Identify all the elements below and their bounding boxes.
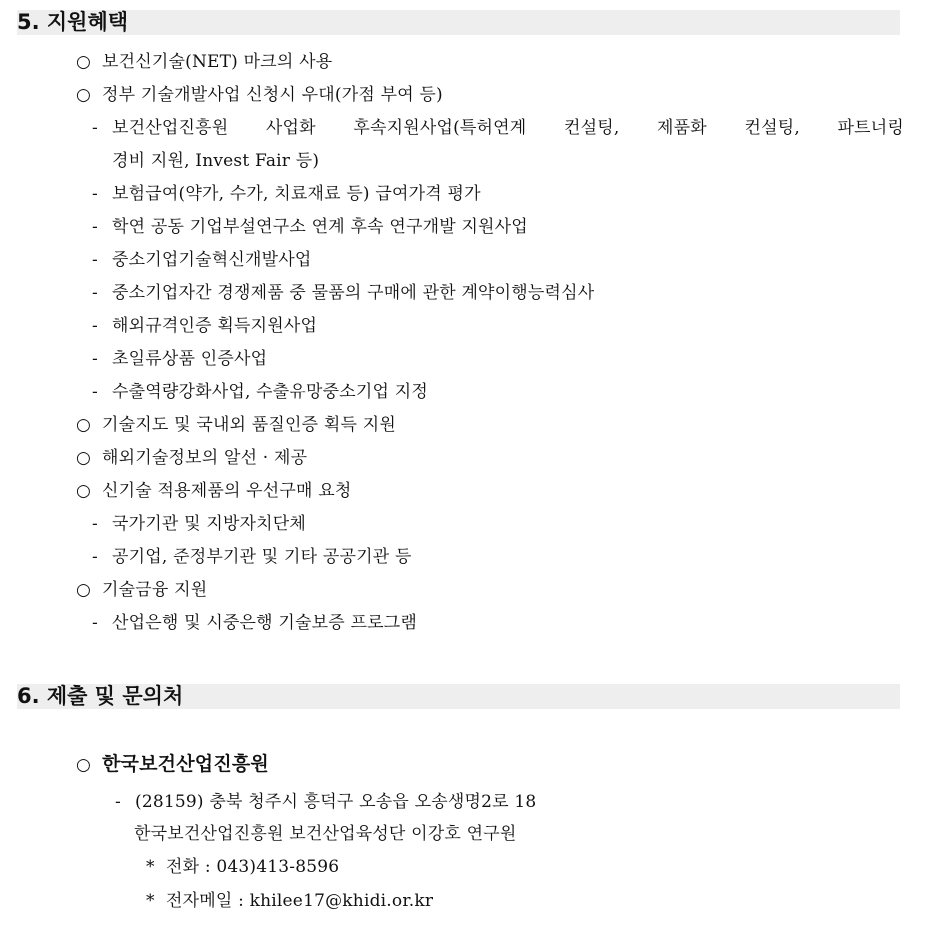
- organization-name: 한국보건산업진흥원: [102, 753, 269, 775]
- dash-bullet-icon: -: [92, 316, 98, 336]
- circle-bullet-icon: ○: [76, 580, 92, 600]
- dash-bullet-icon: -: [92, 283, 98, 303]
- list-item-text: 기술금융 지원: [102, 580, 208, 600]
- circle-bullet-icon: ○: [76, 52, 92, 72]
- list-item-text: 보건신기술(NET) 마크의 사용: [102, 52, 333, 72]
- list-item: [92, 249, 311, 271]
- email-line: [146, 890, 433, 912]
- dash-bullet-icon: -: [115, 792, 121, 812]
- asterisk-icon: *: [146, 891, 155, 911]
- list-item: [76, 447, 307, 469]
- list-item-text: 정부 기술개발사업 신청시 우대(가점 부여 등): [102, 85, 443, 105]
- dash-bullet-icon: -: [92, 514, 98, 534]
- dash-bullet-icon: -: [92, 184, 98, 204]
- dash-bullet-icon: -: [92, 217, 98, 237]
- list-item: [76, 480, 352, 502]
- list-item: [92, 117, 904, 139]
- list-item: [92, 381, 428, 403]
- organization: [76, 753, 269, 776]
- list-item: [92, 612, 417, 634]
- asterisk-icon: *: [146, 857, 155, 877]
- dash-bullet-icon: -: [92, 382, 98, 402]
- list-item: [76, 414, 396, 436]
- list-item-text: 신기술 적용제품의 우선구매 요청: [102, 481, 352, 501]
- list-item: [92, 282, 594, 304]
- dash-bullet-icon: -: [92, 613, 98, 633]
- list-item-text: 공기업, 준정부기관 및 기타 공공기관 등: [112, 547, 412, 567]
- list-item-text: 국가기관 및 지방자치단체: [112, 514, 307, 534]
- list-item-text: 중소기업기술혁신개발사업: [112, 250, 312, 270]
- list-item-text: 중소기업자간 경쟁제품 중 물품의 구매에 관한 계약이행능력심사: [112, 283, 595, 303]
- list-item-text: 학연 공동 기업부설연구소 연계 후속 연구개발 지원사업: [112, 217, 528, 237]
- phone-line: [146, 856, 339, 878]
- contact-person: 한국보건산업진흥원 보건산업육성단 이강호 연구원: [134, 824, 517, 844]
- dash-bullet-icon: -: [92, 349, 98, 369]
- list-item: [92, 183, 481, 205]
- list-item-text: 해외규격인증 획득지원사업: [112, 316, 318, 336]
- list-item: [92, 513, 306, 535]
- list-item-text: 보험급여(약가, 수가, 치료재료 등) 급여가격 평가: [112, 184, 481, 204]
- list-item: [92, 216, 528, 238]
- list-item: [92, 546, 412, 568]
- circle-bullet-icon: ○: [76, 481, 92, 501]
- list-item: [92, 348, 267, 370]
- list-item: [76, 51, 332, 73]
- dash-bullet-icon: -: [92, 118, 98, 138]
- list-item: [92, 315, 317, 337]
- list-item-text: 보건산업진흥원 사업화 후속지원사업(특허연계 컨설팅, 제품화 컨설팅, 파트너링: [112, 118, 904, 138]
- circle-bullet-icon: ○: [76, 415, 92, 435]
- address-line: [115, 791, 536, 813]
- list-item-text: 수출역량강화사업, 수출유망중소기업 지정: [112, 382, 429, 402]
- list-item-text: 기술지도 및 국내외 품질인증 획득 지원: [102, 415, 396, 435]
- list-item-text: 산업은행 및 시중은행 기술보증 프로그램: [112, 613, 417, 633]
- phone-text: 전화 : 043)413-8596: [166, 857, 340, 877]
- list-item-continuation: 경비 지원, Invest Fair 등): [112, 151, 320, 171]
- address-text: (28159) 충북 청주시 흥덕구 오송읍 오송생명2로 18: [135, 792, 537, 812]
- dash-bullet-icon: -: [92, 547, 98, 567]
- section-5-title: 5. 지원혜택: [17, 10, 900, 35]
- circle-bullet-icon: ○: [76, 755, 92, 775]
- list-item-text: 초일류상품 인증사업: [112, 349, 268, 369]
- list-item: [76, 84, 443, 106]
- list-item: [76, 579, 207, 601]
- list-item-text: 해외기술정보의 알선 · 제공: [102, 448, 308, 468]
- dash-bullet-icon: -: [92, 250, 98, 270]
- circle-bullet-icon: ○: [76, 85, 92, 105]
- email-text: 전자메일 : khilee17@khidi.or.kr: [166, 891, 434, 911]
- circle-bullet-icon: ○: [76, 448, 92, 468]
- section-6-title: 6. 제출 및 문의처: [17, 684, 900, 709]
